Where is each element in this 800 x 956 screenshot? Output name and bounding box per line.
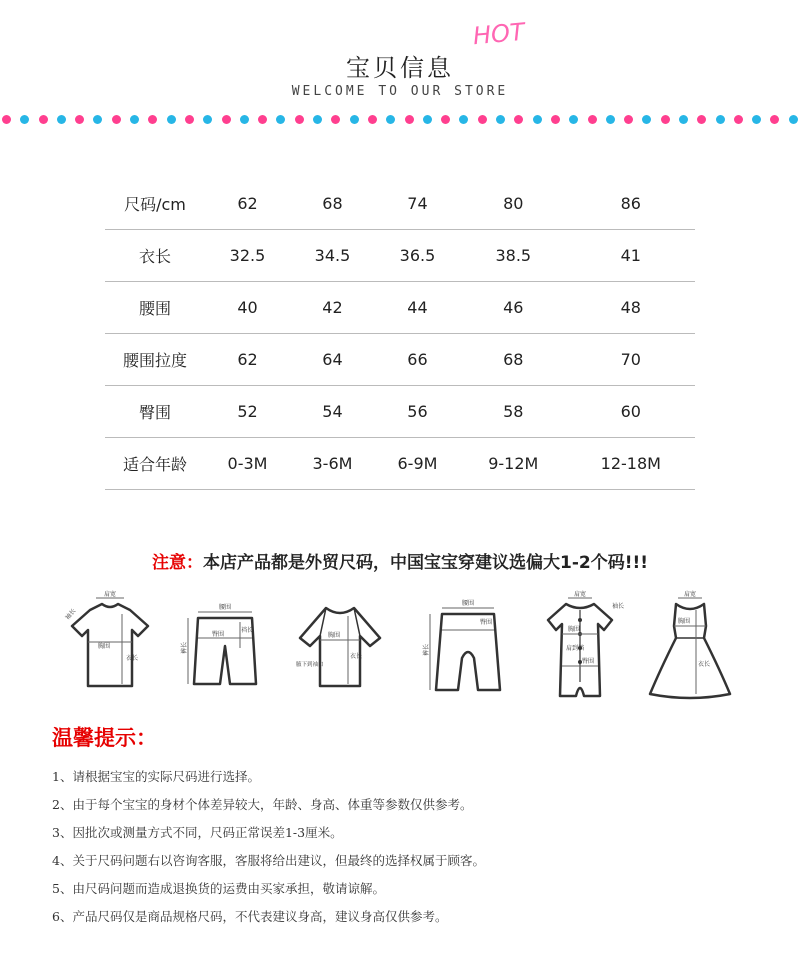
divider-dot	[459, 115, 468, 124]
tshirt-diagram	[60, 590, 160, 700]
table-cell: 86	[567, 178, 695, 230]
romper-diagram	[530, 590, 630, 710]
store-header	[0, 0, 800, 140]
tshirt-shoulder-label: 肩宽	[103, 591, 117, 598]
divider-dot	[478, 115, 487, 124]
divider-dot	[752, 115, 761, 124]
divider-dot	[75, 115, 84, 124]
divider-dot	[716, 115, 725, 124]
romper-shoulder-label: 肩宽	[573, 591, 587, 598]
table-cell: 62	[205, 334, 290, 386]
divider-dot	[130, 115, 139, 124]
divider-dot	[734, 115, 743, 124]
notice-body: 本店产品都是外贸尺码，中国宝宝穿建议选偏大1-2个码!!!	[203, 553, 648, 573]
divider-dot	[606, 115, 615, 124]
table-cell: 80	[460, 178, 567, 230]
notice-text	[0, 548, 800, 573]
table-cell: 62	[205, 178, 290, 230]
divider-dot	[679, 115, 688, 124]
tip-item: 5、由尺码问题而造成退换货的运费由买家承担，敬请谅解。	[52, 881, 385, 896]
table-cell: 52	[205, 386, 290, 438]
table-cell: 36.5	[375, 230, 460, 282]
pants-hip-label: 臀围	[480, 619, 493, 626]
pants-leg-label: 裤长	[423, 643, 430, 656]
romper-sleeve-label: 袖长	[612, 603, 625, 610]
raglan-chest-label: 胸围	[327, 632, 341, 639]
divider-dot	[423, 115, 432, 124]
tip-item: 1、请根据宝宝的实际尺码进行选择。	[52, 769, 260, 784]
divider-dot	[624, 115, 633, 124]
divider-dot	[588, 115, 597, 124]
divider-dot	[350, 115, 359, 124]
row-label: 适合年龄	[105, 438, 205, 490]
raglan-armpit-label: 腋下到袖口	[296, 662, 324, 668]
divider-dot	[57, 115, 66, 124]
table-row	[105, 334, 695, 386]
measurement-diagrams	[60, 590, 740, 710]
raglan-length-label: 衣长	[350, 653, 363, 660]
table-cell: 48	[567, 282, 695, 334]
divider-dot	[93, 115, 102, 124]
romper-chest-label: 胸围	[568, 626, 581, 633]
raglan-tshirt-diagram	[290, 590, 390, 700]
divider-dot	[368, 115, 377, 124]
size-table	[105, 178, 695, 490]
table-cell: 12-18M	[567, 438, 695, 490]
shorts-inseam-label: 裆长	[241, 627, 254, 634]
shorts-waist-label: 腰围	[218, 604, 232, 611]
divider-dot	[313, 115, 322, 124]
tips-title: 温馨提示：	[52, 725, 157, 750]
divider-dot	[222, 115, 231, 124]
table-cell: 66	[375, 334, 460, 386]
tip-item: 4、关于尺码问题右以咨询客服，客服将给出建议，但最终的选择权属于顾客。	[52, 853, 485, 868]
row-label: 腰围拉度	[105, 334, 205, 386]
page-title: 宝贝信息	[346, 54, 454, 82]
divider-dot	[258, 115, 267, 124]
table-cell: 38.5	[460, 230, 567, 282]
table-cell: 6-9M	[375, 438, 460, 490]
divider-dot	[441, 115, 450, 124]
table-cell: 32.5	[205, 230, 290, 282]
divider-dot	[148, 115, 157, 124]
table-row	[105, 178, 695, 230]
table-row	[105, 438, 695, 490]
dress-diagram	[640, 590, 740, 710]
table-cell: 56	[375, 386, 460, 438]
table-row	[105, 386, 695, 438]
table-cell: 68	[290, 178, 375, 230]
divider-dot	[386, 115, 395, 124]
divider-dot	[789, 115, 798, 124]
page-subtitle: WELCOME TO OUR STORE	[291, 84, 509, 99]
divider-dot	[770, 115, 779, 124]
pants-waist-label: 腰围	[461, 600, 475, 607]
tip-item: 3、因批次或测量方式不同，尺码正常误差1-3厘米。	[52, 825, 343, 840]
dress-shoulder-label: 肩宽	[683, 591, 697, 598]
table-cell: 42	[290, 282, 375, 334]
divider-dot	[569, 115, 578, 124]
divider-dot	[661, 115, 670, 124]
tips-list	[52, 763, 485, 931]
tshirt-chest-label: 胸围	[97, 643, 111, 650]
divider-dot	[642, 115, 651, 124]
divider-dot	[697, 115, 706, 124]
table-cell: 64	[290, 334, 375, 386]
table-cell: 58	[460, 386, 567, 438]
divider-dot	[533, 115, 542, 124]
table-cell: 9-12M	[460, 438, 567, 490]
hot-label: HOT	[471, 17, 526, 51]
divider-dot	[167, 115, 176, 124]
shorts-diagram	[178, 590, 268, 700]
dotted-divider	[0, 115, 800, 127]
table-cell: 34.5	[290, 230, 375, 282]
table-cell: 44	[375, 282, 460, 334]
table-cell: 60	[567, 386, 695, 438]
table-cell: 41	[567, 230, 695, 282]
dress-chest-label: 胸围	[677, 618, 691, 625]
table-row	[105, 230, 695, 282]
tip-item: 2、由于每个宝宝的身材个体差异较大，年龄、身高、体重等参数仅供参考。	[52, 797, 473, 812]
notice-prefix: 注意：	[152, 553, 203, 573]
divider-dot	[276, 115, 285, 124]
row-label: 尺码/cm	[105, 178, 205, 230]
divider-dot	[203, 115, 212, 124]
row-label: 腰围	[105, 282, 205, 334]
divider-dot	[551, 115, 560, 124]
table-cell: 40	[205, 282, 290, 334]
table-cell: 68	[460, 334, 567, 386]
table-cell: 70	[567, 334, 695, 386]
divider-dot	[295, 115, 304, 124]
row-label: 臀围	[105, 386, 205, 438]
pants-diagram	[420, 590, 510, 700]
shorts-leg-label: 裤长	[181, 641, 188, 654]
divider-dot	[496, 115, 505, 124]
table-row	[105, 282, 695, 334]
table-cell: 46	[460, 282, 567, 334]
romper-hip-label: 臀围	[582, 658, 595, 665]
shorts-hip-label: 臀围	[212, 631, 225, 638]
row-label: 衣长	[105, 230, 205, 282]
table-cell: 54	[290, 386, 375, 438]
divider-dot	[20, 115, 29, 124]
divider-dot	[2, 115, 11, 124]
divider-dot	[240, 115, 249, 124]
romper-length-label: 肩到裆	[566, 645, 585, 652]
tip-item: 6、产品尺码仅是商品规格尺码，不代表建议身高，建议身高仅供参考。	[52, 909, 448, 924]
divider-dot	[514, 115, 523, 124]
divider-dot	[112, 115, 121, 124]
table-cell: 0-3M	[205, 438, 290, 490]
dress-length-label: 衣长	[698, 661, 711, 668]
tshirt-sleeve-label: 袖长	[64, 607, 78, 622]
divider-dot	[185, 115, 194, 124]
table-cell: 3-6M	[290, 438, 375, 490]
table-cell: 74	[375, 178, 460, 230]
tshirt-length-label: 衣长	[126, 655, 139, 662]
divider-dot	[405, 115, 414, 124]
divider-dot	[331, 115, 340, 124]
divider-dot	[39, 115, 48, 124]
